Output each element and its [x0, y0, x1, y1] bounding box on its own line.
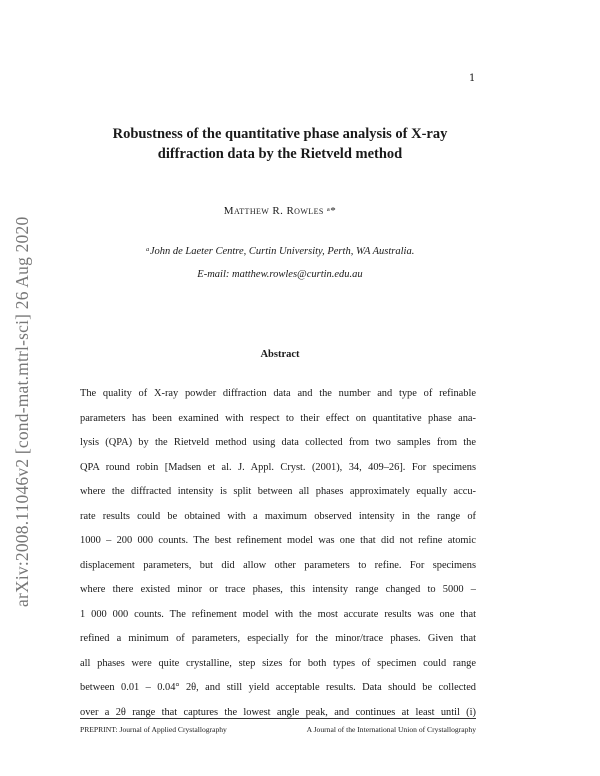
- abstract-line: QPA round robin [Madsen et al. J. Appl. Cryst. (2001), 34, 409–26]. For specimens: [80, 461, 476, 473]
- abstract-line: over a 2θ range that captures the lowest angle peak, and continues at least until (i): [80, 706, 476, 718]
- abstract-line: where there existed minor or trace phases, this intensity range changed to 5000 –: [80, 584, 476, 595]
- abstract-line: 1 000 000 counts. The refinement model with the most accurate results was one that: [80, 608, 476, 620]
- abstract-line: rate results could be obtained with a maximum observed intensity in the range of: [80, 510, 476, 522]
- abstract-body: [80, 382, 476, 725]
- abstract-heading: Abstract: [260, 349, 300, 360]
- title-line: Robustness of the quantitative phase analysis of X-ray: [112, 126, 448, 142]
- author-email[interactable]: E-mail: matthew.rowles@curtin.edu.au: [197, 269, 363, 280]
- affiliation-block: [80, 240, 480, 286]
- abstract-line: parameters has been examined with respect to their effect on quantitative phase ana-: [80, 412, 476, 424]
- affiliation: ᵃJohn de Laeter Centre, Curtin University, Perth, WA Australia.: [145, 246, 415, 257]
- footer-journal: PREPRINT: Journal of Applied Crystallography: [80, 725, 227, 734]
- abstract-line: 1000 – 200 000 counts. The best refinement model was one that did not refine atomic: [80, 535, 476, 546]
- author-name: Matthew R. Rowles ᵃ*: [223, 205, 337, 217]
- page-footer: [80, 725, 476, 734]
- abstract-line: where the diffracted intensity is split between all phases approximately equally accu-: [80, 486, 476, 497]
- abstract-line: refined a minimum of parameters, especially for the minor/trace phases. Given that: [80, 633, 476, 644]
- abstract-line: The quality of X-ray powder diffraction data and the number and type of refinable: [80, 388, 476, 399]
- title-line: diffraction data by the Rietveld method: [157, 146, 403, 162]
- abstract-line: between 0.01 – 0.04° 2θ, and still yield acceptable results. Data should be collected: [80, 682, 476, 693]
- footer-union: A Journal of the International Union of Crystallography: [306, 725, 476, 734]
- arxiv-identifier[interactable]: arXiv:2008.11046v2 [cond-mat.mtrl-sci] 26 Aug 2020: [12, 216, 32, 607]
- footer-rule: [80, 718, 476, 719]
- abstract-line: lysis (QPA) by the Rietveld method using data collected from two samples from the: [80, 437, 476, 448]
- page-number: 1: [469, 73, 476, 84]
- abstract-line: all phases were quite crystalline, step sizes for both types of specimen could range: [80, 657, 476, 669]
- paper-title: [80, 124, 480, 164]
- abstract-line: displacement parameters, but did allow other parameters to refine. For specimens: [80, 559, 476, 571]
